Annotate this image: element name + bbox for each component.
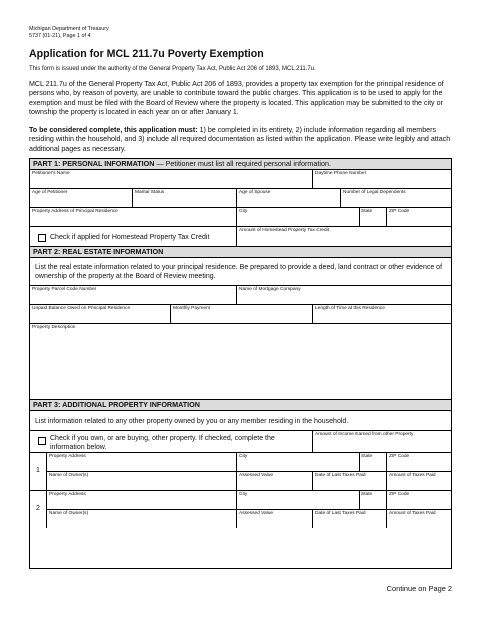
homestead-check-label: Check if applied for Homestead Property Tax Credit (50, 234, 210, 241)
marital-status-label: Marital Status (135, 190, 165, 195)
divider (386, 207, 387, 226)
row2-taxes-amount-label: Amount of Taxes Paid (389, 511, 436, 516)
other-property-checkbox[interactable] (38, 437, 46, 445)
zip-label: ZIP Code (389, 209, 410, 214)
row1-owners-label: Name of Owner(s) (49, 473, 89, 478)
row1-zip-label: ZIP Code (389, 454, 410, 459)
row2-owners-label: Name of Owner(s) (49, 511, 89, 516)
divider (312, 430, 313, 452)
row2-last-taxes-date-label: Date of Last Taxes Paid (315, 511, 366, 516)
divider (132, 188, 133, 207)
form-number: 5737 (01-21), Page 1 of 4 (29, 32, 91, 39)
state-label: State (361, 209, 373, 214)
monthly-payment-label: Monthly Payment (173, 306, 211, 311)
divider (340, 188, 341, 207)
divider (46, 509, 451, 510)
divider (30, 304, 451, 305)
row-number: 1 (36, 467, 40, 474)
age-petitioner-label: Age of Petitioner (32, 190, 68, 195)
row2-zip-label: ZIP Code (389, 492, 410, 497)
part2-header: PART 2: REAL ESTATE INFORMATION (30, 247, 451, 258)
intro-paragraph: MCL 211.7u of the General Property Tax Act, Public Act 206 of 1893, provides a property tax exemption for the principal residence of persons who, by reason of poverty, are unable to contribute toward the public charges. This application is to be used to apply for the exemption and must be filed with the Board of Review where the property is located. This application may be submitted to the city or township the property is located in each year on or after January 1. (29, 80, 444, 117)
part3-instructions: List information related to any other property owned by you or any member residing in the household. (35, 418, 349, 425)
page-title: Application for MCL 211.7u Poverty Exemption (29, 48, 264, 60)
divider (359, 207, 360, 226)
row2-state-label: State (361, 492, 373, 497)
row2-city-label: City (239, 492, 248, 497)
divider (312, 471, 313, 490)
daytime-phone-label: Daytime Phone Number (315, 171, 367, 176)
form-header (29, 26, 109, 39)
row1-last-taxes-date-label: Date of Last Taxes Paid (315, 473, 366, 478)
completeness-lead: To be considered complete, this application must: (29, 126, 198, 134)
row1-state-label: State (361, 454, 373, 459)
property-address-label: Property Address of Principal Residence (32, 209, 118, 214)
row1-property-address-label: Property Address (49, 454, 86, 459)
mortgage-company-label: Name of Mortgage Company (239, 287, 301, 292)
age-spouse-label: Age of Spouse (239, 190, 271, 195)
part3-header: PART 3: ADDITIONAL PROPERTY INFORMATION (30, 400, 451, 411)
divider (30, 430, 451, 431)
unpaid-balance-label: Unpaid Balance Owed on Principal Residence (32, 306, 131, 311)
authority-note: This form is issued under the authority of the General Property Tax Act, Public Act 206 of 1893, MCL 211.7u. (29, 66, 316, 72)
part1-header (30, 159, 451, 170)
row-number: 2 (36, 505, 40, 512)
row1-assessed-value-label: Assessed Value (239, 473, 274, 478)
petitioner-name-label: Petitioner's Name (32, 171, 70, 176)
part1-note: — Petitioner must list all required personal information. (154, 159, 331, 168)
continue-note: Continue on Page 2 (386, 584, 452, 593)
other-property-check-label: Check if you own, or are buying, other property. If checked, complete the information below. (50, 435, 275, 451)
divider (236, 207, 237, 226)
divider (30, 323, 451, 324)
divider (30, 226, 451, 227)
part1-title: PART 1: PERSONAL INFORMATION (33, 159, 155, 168)
divider (312, 304, 313, 323)
divider (312, 509, 313, 528)
completeness-text: 1) be completed in its entirety, 2) include information regarding all members residing within the household, and 3) include all required documentation as listed within the application. Please write legibly and attach additional pages as necessary. (29, 126, 451, 153)
divider (359, 490, 360, 509)
divider (236, 285, 237, 304)
completeness-paragraph (29, 126, 452, 154)
divider (30, 188, 451, 189)
row2-property-address-label: Property Address (49, 492, 86, 497)
row2-assessed-value-label: Assessed Value (239, 511, 274, 516)
divider (30, 452, 451, 453)
parcel-code-label: Property Parcel Code Number (32, 287, 97, 292)
row1-city-label: City (239, 454, 248, 459)
divider (46, 471, 451, 472)
part2-instructions: List the real estate information related to your principal residence. Be prepared to provide a deed, land contract or other evidence of ownership of the property at the Board of Review meeting. (35, 264, 443, 281)
divider (170, 304, 171, 323)
divider (236, 226, 237, 246)
divider (236, 188, 237, 207)
department-name: Michigan Department of Treasury (29, 26, 109, 32)
dependents-label: Number of Legal Dependents (343, 190, 406, 195)
divider (30, 285, 451, 286)
divider (30, 490, 451, 491)
income-amount-label: Amount of Income Earned from other Property (315, 432, 414, 437)
divider (312, 170, 313, 188)
homestead-checkbox[interactable] (38, 234, 46, 242)
divider (359, 452, 360, 471)
application-form (29, 158, 452, 569)
row1-taxes-amount-label: Amount of Taxes Paid (389, 473, 436, 478)
length-of-time-label: Length of Time at this Residence (315, 306, 385, 311)
divider (30, 207, 451, 208)
homestead-amount-label: Amount of Homestead Property Tax Credit (239, 228, 330, 233)
property-description-label: Property Description (32, 325, 76, 330)
city-label: City (239, 209, 248, 214)
